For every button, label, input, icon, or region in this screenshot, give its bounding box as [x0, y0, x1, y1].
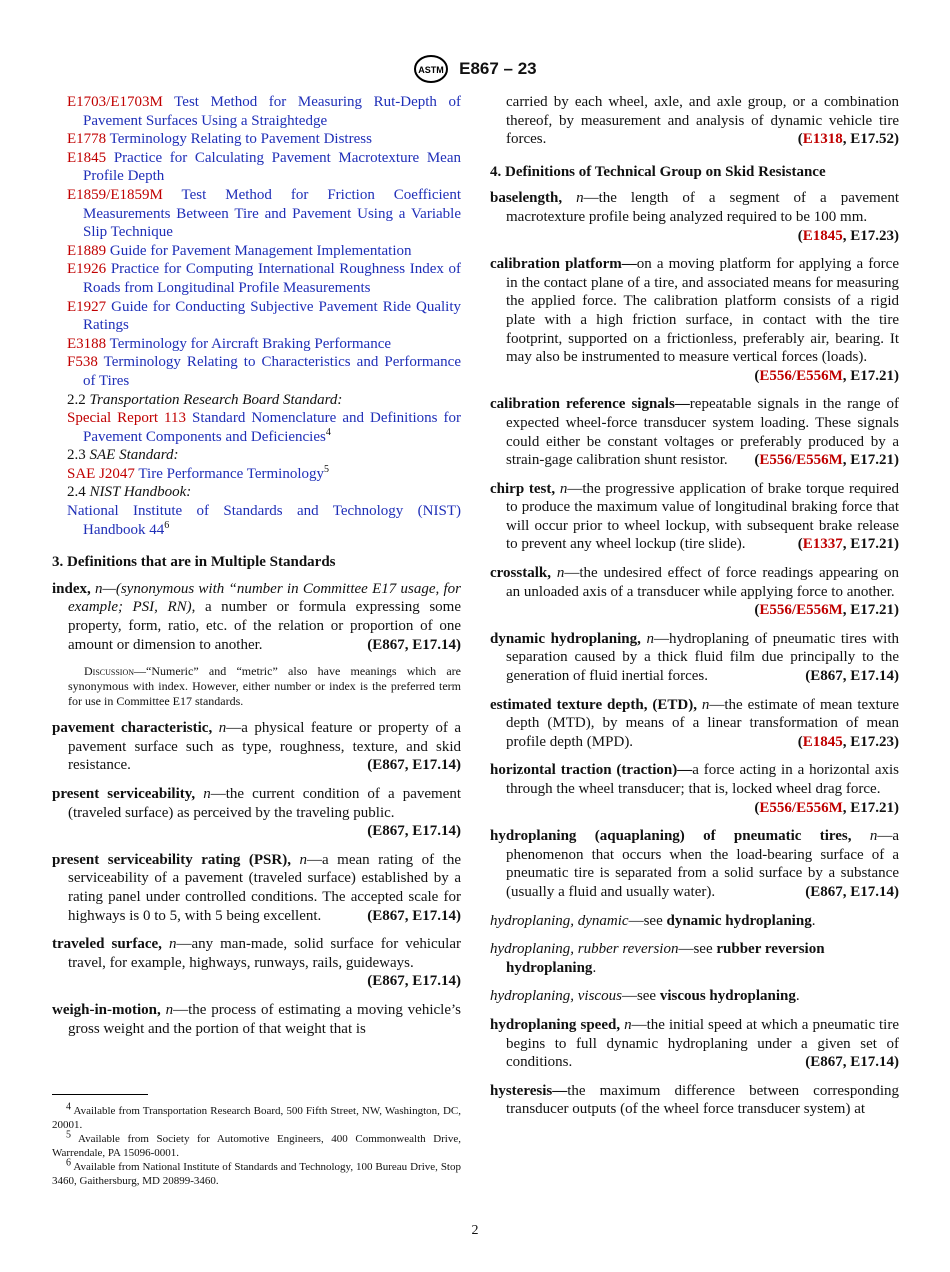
- ref-item[interactable]: E1927 Guide for Conducting Subjective Pavement Ride Quality Ratings: [67, 298, 461, 334]
- def-index: index, n—(synonymous with “number in Committee E17 usage, for example; PSI, RN), a number or formula expressing some property, form, ratio, etc. of the relation or proportion of one amount or dimension to another. (E867, E17.14): [52, 580, 461, 653]
- discussion-note: Discussion—“Numeric” and “metric” also have meanings which are synonymous with index. However, either number or index is the preferred term for use in Committee E17 standards.: [68, 664, 461, 709]
- def-traveled-surface: traveled surface, n—any man-made, solid surface for vehicular travel, for example, highways, runways, rails, guideways. (E867, E17.14): [52, 936, 462, 990]
- ref-item[interactable]: Special Report 113 Standard Nomenclature and Definitions for Pavement Components and Deficiencies$^4$: [67, 410, 462, 445]
- def-crosstalk: crosstalk, n—the undesired effect of force readings appearing on an unloaded axis of a transducer while applying force to another. (E556/E556M, E17.21): [490, 565, 899, 619]
- def-hydroplaning-speed: hydroplaning speed, n—the initial speed at which a pneumatic tire begins to full dynamic hydroplaning under a given set of conditions. (E867, E17.14): [490, 1016, 900, 1071]
- ref-link[interactable]: E1845: [802, 733, 843, 750]
- section-2-2: 2.2 Transportation Research Board Standard:: [67, 391, 343, 408]
- footnote: $^6$ Available from National Institute of Standards and Technology, 100 Bureau Drive, Stop 3460, Gaithersburg, MD 20899-3460.: [52, 1157, 461, 1187]
- def-present-serviceability: present serviceability, n—the current condition of a pavement (traveled surface) as perceived by the traveling public. (E867, E17.14): [52, 786, 462, 840]
- footnotes: [52, 1101, 461, 1188]
- footnote: $^4$ Available from Transportation Research Board, 500 Fifth Street, NW, Washington, DC, 20001.: [52, 1101, 461, 1131]
- section-2-4: 2.4 NIST Handbook:: [67, 484, 192, 501]
- def-chirp-test: chirp test, n—the progressive application of brake torque required to produce the maximum value of longitudinal braking force that will occur prior to wheel lockup, with subsequent brake release to prevent any wheel lockup (tire slide). (E1337, E17.21): [490, 480, 899, 553]
- section-4-heading: 4. Definitions of Technical Group on Skid Resistance: [490, 163, 826, 180]
- def-weigh-in-motion: weigh-in-motion, n—the process of estimating a moving vehicle’s gross weight and the portion of that weight that is: [52, 1001, 461, 1037]
- footnote: $^5$ Available from Society for Automotive Engineers, 400 Commonwealth Drive, Warrendale, PA 15096-0001.: [52, 1129, 461, 1159]
- see-entry: hydroplaning, rubber reversion—see rubber reversion hydroplaning.: [490, 941, 825, 976]
- def-calibration-platform: calibration platform—on a moving platform for applying a force in the contact plane of a tire, and associated means for measuring the applied force. The calibration platform consists of a rigid plate with a high friction surface, in contact with the tire footprint, supported on a frictionless, preferably air, bearing. It may also be instrumented to measure vertical forces (loads). (E556/E556M, E17.21): [490, 256, 899, 384]
- def-calibration-reference-signals: calibration reference signals—repeatable signals in the range of expected wheel-force transducer system loading. These signals could either be constant voltages or preferably produced by a strain-gage calibration shunt resistor. (E556/E556M, E17.21): [490, 396, 899, 469]
- ref-item[interactable]: F538 Terminology Relating to Characteristics and Performance of Tires: [67, 354, 461, 389]
- ref-link[interactable]: E1845: [802, 227, 843, 244]
- right-column: [490, 93, 899, 1129]
- ref-item[interactable]: National Institute of Standards and Technology (NIST) Handbook $44^6$: [67, 503, 461, 538]
- ref-link[interactable]: E1337: [802, 536, 843, 553]
- designation: E867 – 23: [459, 58, 537, 78]
- page-header: [0, 54, 950, 84]
- ref-link[interactable]: E556/E556M: [759, 452, 843, 469]
- see-entry: hydroplaning, dynamic—see dynamic hydroplaning.: [490, 912, 816, 929]
- ref-item[interactable]: E3188 Terminology for Aircraft Braking Performance: [67, 335, 392, 352]
- def-hysteresis: hysteresis—the maximum difference between corresponding transducer outputs (of the wheel force transducer system) at: [490, 1082, 899, 1118]
- ref-item[interactable]: E1778 Terminology Relating to Pavement Distress: [67, 131, 372, 148]
- ref-item[interactable]: E1703/E1703M Test Method for Measuring Rut-Depth of Pavement Surfaces Using a Straightedge: [67, 94, 462, 129]
- def-hydroplaning-pneumatic-tires: hydroplaning (aquaplaning) of pneumatic tires, n—a phenomenon that occurs when the load-bearing surface of a pneumatic tire is separated from a solid surface by a substance (usually a fluid and usually water). (E867, E17.14): [490, 828, 899, 900]
- def-baselength: baselength, n—the length of a segment of a pavement macrotexture profile being analyzed required to be 100 mm. (E1845, E17.23): [490, 190, 899, 244]
- astm-logo-icon: [413, 54, 449, 84]
- ref-item[interactable]: SAE J2047 Tire Performance Terminology$^5$: [67, 463, 330, 482]
- ref-link[interactable]: E556/E556M: [759, 367, 843, 384]
- def-estimated-texture-depth: estimated texture depth, (ETD), n—the estimate of mean texture depth (MTD), by means of a linear transformation of mean profile depth (MPD). (E1845, E17.23): [490, 696, 899, 750]
- ref-item[interactable]: E1845 Practice for Calculating Pavement Macrotexture Mean Profile Depth: [67, 149, 462, 185]
- ref-link[interactable]: E556/E556M: [759, 602, 843, 619]
- ref-item[interactable]: E1926 Practice for Computing International Roughness Index of Roads from Longitudinal Profile Measurements: [67, 261, 462, 296]
- see-entry: hydroplaning, viscous—see viscous hydroplaning.: [490, 988, 800, 1005]
- def-pavement-characteristic: pavement characteristic, n—a physical feature or property of a pavement surface such as type, roughness, texture, and skid resistance. (E867, E17.14): [52, 720, 461, 774]
- def-dynamic-hydroplaning: dynamic hydroplaning, n—hydroplaning of pneumatic tires with separation caused by a thick fluid film due principally to the generation of fluid inertial forces. (E867, E17.14): [490, 630, 899, 685]
- logo-text: ASTM: [418, 65, 445, 75]
- ref-item[interactable]: E1889 Guide for Pavement Management Implementation: [67, 242, 412, 259]
- section-3-heading: 3. Definitions that are in Multiple Standards: [52, 554, 336, 571]
- footnote-rule: [52, 1094, 148, 1095]
- def-psr: present serviceability rating (PSR), n—a mean rating of the serviceability of a pavement (traveled surface) established by a rating panel under controlled conditions. The accepted scale for highways is 0 to 5, with 5 being excellent. (E867, E17.14): [52, 851, 462, 924]
- section-2-3: 2.3 SAE Standard:: [67, 447, 179, 464]
- ref-link[interactable]: E556/E556M: [759, 799, 843, 816]
- left-column: [52, 93, 461, 1048]
- def-weigh-in-motion-cont: carried by each wheel, axle, and axle group, or a combination thereof, by measurement and analysis of dynamic vehicle tire forces. (E1318, E17.52): [506, 94, 899, 148]
- def-horizontal-traction: horizontal traction (traction)—a force acting in a horizontal axis through the wheel transducer; that is, locked wheel drag force. (E556/E556M, E17.21): [490, 762, 899, 816]
- ref-item[interactable]: E1859/E1859M Test Method for Friction Coefficient Measurements Between Tire and Pavement Using a Variable Slip Technique: [67, 186, 461, 241]
- page-number: 2: [471, 1223, 479, 1238]
- ref-link[interactable]: E1318: [802, 131, 843, 148]
